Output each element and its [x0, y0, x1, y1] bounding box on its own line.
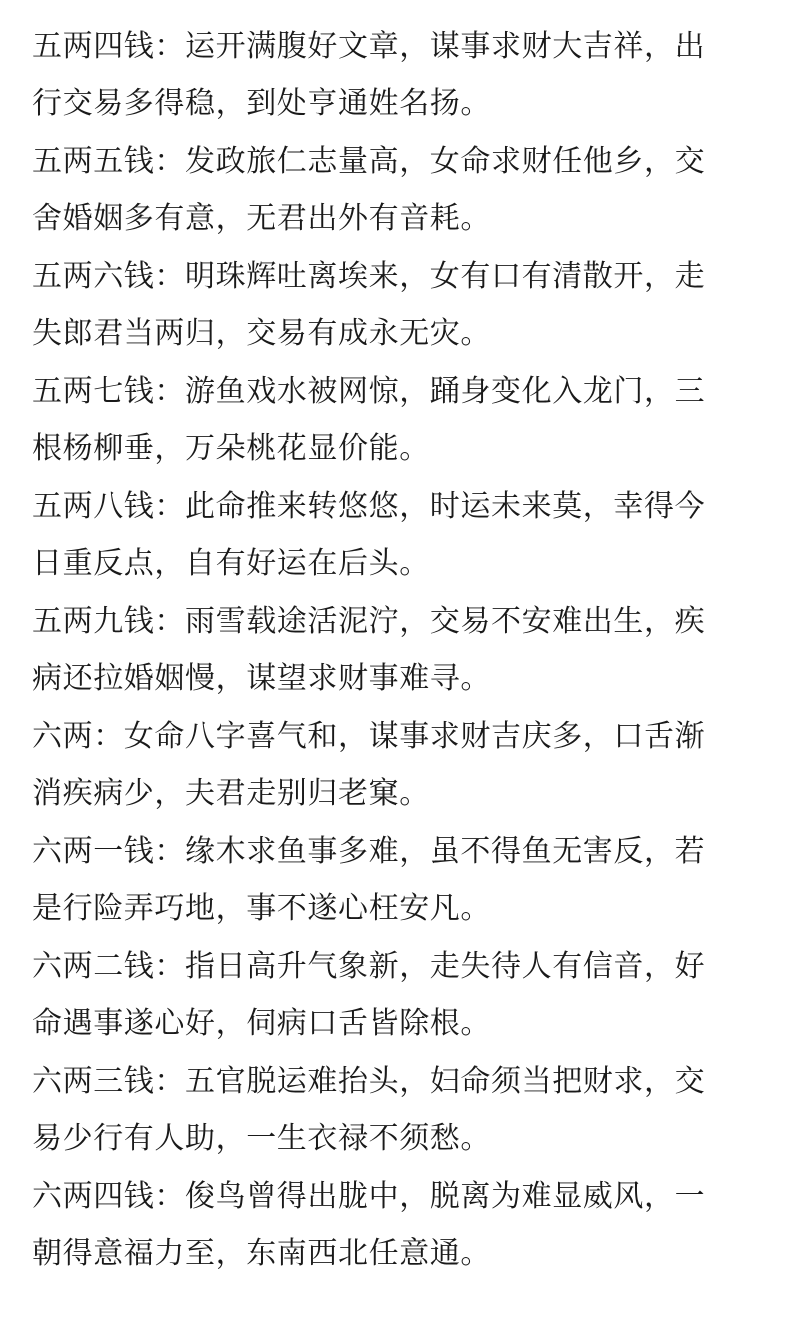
entry-line-1: 五两六钱：明珠辉吐离埃来，女有口有清散开，走: [32, 259, 706, 294]
entry-5-liang-8-qian: [32, 478, 772, 593]
entry-line-1: 五两四钱：运开满腹好文章，谋事求财大吉祥，出: [32, 29, 706, 64]
entries-list: [32, 18, 772, 1283]
entry-line-1: 六两一钱：缘木求鱼事多难，虽不得鱼无害反，若: [32, 834, 706, 869]
entry-6-liang-4-qian: [32, 1168, 772, 1283]
entry-6-liang-2-qian: [32, 938, 772, 1053]
entry-line-2: 病还拉婚姻慢，谋望求财事难寻。: [32, 661, 491, 696]
entry-6-liang-3-qian: [32, 1053, 772, 1168]
entry-line-2: 舍婚姻多有意，无君出外有音耗。: [32, 201, 491, 236]
entry-line-2: 失郎君当两归，交易有成永无灾。: [32, 316, 491, 351]
entry-5-liang-9-qian: [32, 593, 772, 708]
entry-line-1: 六两：女命八字喜气和，谋事求财吉庆多，口舌渐: [32, 719, 706, 754]
entry-line-2: 是行险弄巧地，事不遂心枉安凡。: [32, 891, 491, 926]
entry-5-liang-6-qian: [32, 248, 772, 363]
entry-line-2: 易少行有人助，一生衣禄不须愁。: [32, 1121, 491, 1156]
entry-line-1: 六两四钱：俊鸟曾得出胧中，脱离为难显威风，一: [32, 1179, 706, 1214]
entry-6-liang-1-qian: [32, 823, 772, 938]
entry-line-1: 五两九钱：雨雪载途活泥泞，交易不安难出生，疾: [32, 604, 706, 639]
entry-line-1: 五两八钱：此命推来转悠悠，时运未来莫，幸得今: [32, 489, 706, 524]
entry-5-liang-4-qian: [32, 18, 772, 133]
entry-6-liang: [32, 708, 772, 823]
entry-line-2: 消疾病少，夫君走别归老窠。: [32, 776, 430, 811]
entry-line-1: 六两二钱：指日高升气象新，走失待人有信音，好: [32, 949, 706, 984]
entry-line-2: 行交易多得稳，到处亨通姓名扬。: [32, 86, 491, 121]
entry-line-2: 根杨柳垂，万朵桃花显价能。: [32, 431, 430, 466]
entry-line-2: 日重反点，自有好运在后头。: [32, 546, 430, 581]
entry-5-liang-5-qian: [32, 133, 772, 248]
entry-line-2: 朝得意福力至，东南西北任意通。: [32, 1236, 491, 1271]
entry-line-1: 五两五钱：发政旅仁志量高，女命求财任他乡，交: [32, 144, 706, 179]
entry-line-2: 命遇事遂心好，伺病口舌皆除根。: [32, 1006, 491, 1041]
entry-5-liang-7-qian: [32, 363, 772, 478]
entry-line-1: 六两三钱：五官脱运难抬头，妇命须当把财求，交: [32, 1064, 706, 1099]
entry-line-1: 五两七钱：游鱼戏水被网惊，踊身变化入龙门，三: [32, 374, 706, 409]
